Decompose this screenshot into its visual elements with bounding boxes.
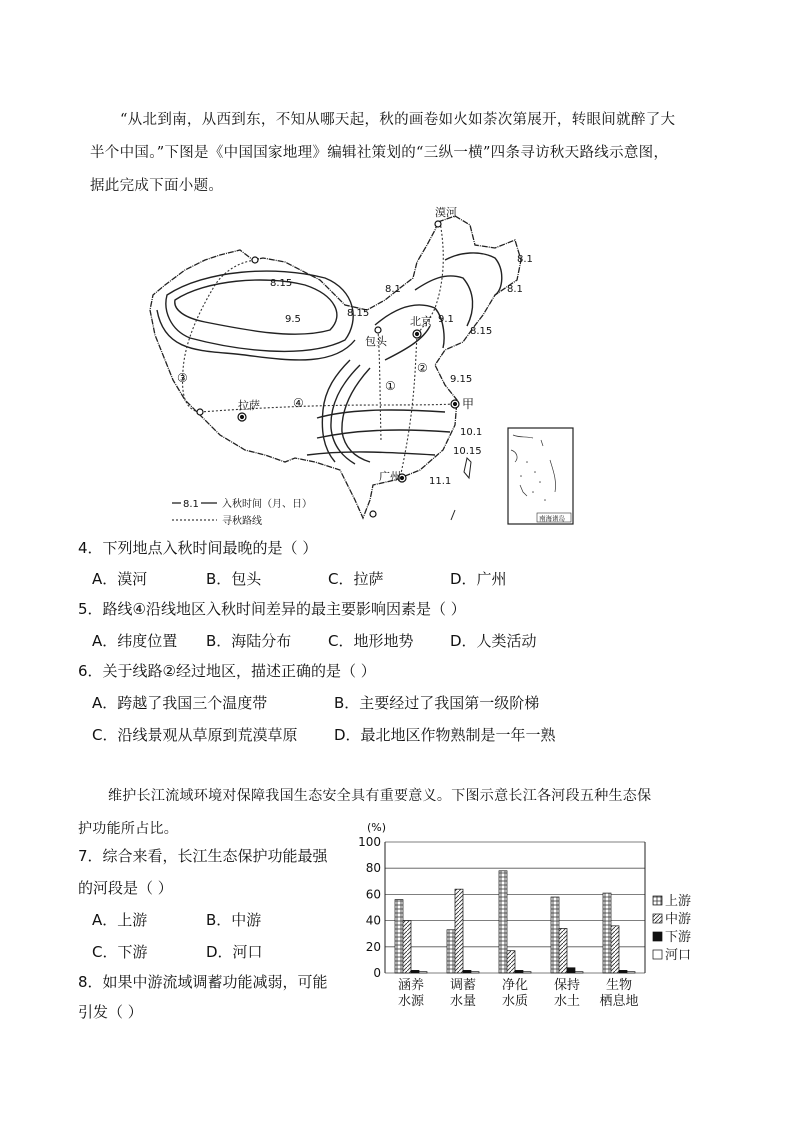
bar-河口 <box>575 972 583 973</box>
bar-河口 <box>523 972 531 973</box>
y-axis-unit: (%) <box>367 821 387 834</box>
bar-下游 <box>515 970 523 973</box>
isoline-date: 9.15 <box>450 374 473 385</box>
south-china-sea-inset <box>508 428 573 524</box>
y-tick-label: 80 <box>365 861 381 876</box>
bar-中游 <box>455 889 463 973</box>
q6-stem: 6．关于线路②经过地区，描述正确的是（ ） <box>78 662 376 680</box>
category-label-line2: 水质 <box>501 994 529 1009</box>
category-label-line2: 水量 <box>449 994 477 1009</box>
bar-下游 <box>411 970 419 973</box>
category-label-line1: 调蓄 <box>449 978 477 993</box>
q5-option-a[interactable]: A．纬度位置 <box>92 632 178 650</box>
isoline-date: 8.1 <box>507 284 523 295</box>
isoline-date: 8.1 <box>385 284 401 295</box>
yangtze-eco-function-chart <box>355 815 715 1015</box>
route-label-2: ② <box>417 361 428 375</box>
y-tick-label: 40 <box>365 913 381 928</box>
label-lasa: 拉萨 <box>238 399 260 412</box>
y-tick-label: 0 <box>373 966 381 980</box>
label-baotou: 包头 <box>365 335 387 348</box>
bar-河口 <box>627 972 635 973</box>
q7-option-a[interactable]: A．上游 <box>92 911 148 929</box>
bar-上游 <box>551 897 559 973</box>
y-tick-label: 60 <box>365 887 381 902</box>
isolines <box>157 253 502 464</box>
q4-stem: 4．下列地点入秋时间最晚的是（ ） <box>78 539 318 557</box>
bar-上游 <box>603 893 611 973</box>
q7-stem-line1: 7．综合来看，长江生态保护功能最强 <box>78 847 328 865</box>
autumn-route-map <box>145 200 585 530</box>
route-label-3: ③ <box>177 371 188 385</box>
bar-上游 <box>395 900 403 973</box>
isoline-date: 10.15 <box>453 446 482 457</box>
q5-option-d[interactable]: D．人类活动 <box>450 632 537 650</box>
category-label-line1: 净化 <box>501 978 529 993</box>
bar-中游 <box>403 921 411 973</box>
label-jia: 甲 <box>462 397 475 411</box>
q7-option-c[interactable]: C．下游 <box>92 943 148 961</box>
intro1-line2: 半个中国。”下图是《中国国家地理》编辑社策划的“三纵一横”四条寻访秋天路线示意图， <box>90 145 669 161</box>
legend-swatch <box>653 914 662 923</box>
y-tick-label: 100 <box>358 835 381 849</box>
isoline-date: 9.1 <box>438 314 454 325</box>
search-routes <box>183 222 455 478</box>
legend-label: 上游 <box>665 894 692 909</box>
label-mohe: 漠河 <box>435 206 457 219</box>
legend-label: 河口 <box>665 948 692 963</box>
category-label-line1: 涵养 <box>397 978 425 993</box>
label-guangzhou: 广州 <box>379 470 401 483</box>
isoline-date: 8.15 <box>470 326 493 337</box>
isoline-date: 10.1 <box>460 427 483 438</box>
taiwan-outline <box>464 458 471 478</box>
bar-河口 <box>471 972 479 973</box>
route-label-1: ① <box>385 379 396 393</box>
legend-label: 下游 <box>665 930 692 945</box>
q6-option-b[interactable]: B．主要经过了我国第一级阶梯 <box>334 694 540 712</box>
legend-label: 中游 <box>665 912 692 927</box>
isoline-date: 8.15 <box>270 278 293 289</box>
q4-option-d[interactable]: D．广州 <box>450 570 507 588</box>
q4-option-b[interactable]: B．包头 <box>206 570 262 588</box>
intro1-line3: 据此完成下面小题。 <box>90 178 224 194</box>
bar-下游 <box>619 970 627 973</box>
legend-swatch <box>653 950 662 959</box>
legend-isoline-label: 入秋时间（月、日） <box>222 499 312 510</box>
category-label-line1: 生物 <box>605 978 633 993</box>
bar-河口 <box>419 972 427 973</box>
route-label-4: ④ <box>293 396 304 410</box>
bar-中游 <box>611 926 619 973</box>
bar-中游 <box>559 928 567 973</box>
y-tick-label: 20 <box>365 939 381 954</box>
category-label-line1: 保持 <box>553 978 581 993</box>
q6-option-a[interactable]: A．跨越了我国三个温度带 <box>92 694 268 712</box>
q4-option-c[interactable]: C．拉萨 <box>328 570 384 588</box>
legend-isoline-sample: 8.1 <box>183 499 199 510</box>
passage-intro-1 <box>90 104 730 203</box>
isoline-date: 8.1 <box>517 254 533 265</box>
legend-route-label: 寻秋路线 <box>222 516 262 527</box>
q8-stem-line1: 8．如果中游流域调蓄功能减弱，可能 <box>78 973 328 991</box>
q5-option-b[interactable]: B．海陆分布 <box>206 632 292 650</box>
bar-下游 <box>567 968 575 973</box>
bar-上游 <box>499 871 507 973</box>
q7-option-d[interactable]: D．河口 <box>206 943 263 961</box>
bar-上游 <box>447 930 455 973</box>
china-border <box>150 216 521 518</box>
intro1-line1: “从北到南，从西到东，不知从哪天起，秋的画卷如火如荼次第展开，转眼间就醉了大 <box>120 112 676 128</box>
category-label-line2: 水源 <box>397 994 425 1009</box>
category-label-line2: 水土 <box>553 994 581 1009</box>
legend-swatch <box>653 896 662 905</box>
q4-option-a[interactable]: A．漠河 <box>92 570 148 588</box>
isoline-date: 8.15 <box>347 308 370 319</box>
q5-option-c[interactable]: C．地形地势 <box>328 632 414 650</box>
q8-stem-line2: 引发（ ） <box>78 1003 143 1021</box>
isoline-date: 11.1 <box>429 476 452 487</box>
bar-中游 <box>507 951 515 973</box>
label-beijing: 北京 <box>410 315 432 328</box>
isoline-date: 9.5 <box>285 314 301 325</box>
q6-option-d[interactable]: D．最北地区作物熟制是一年一熟 <box>334 726 556 744</box>
q7-option-b[interactable]: B．中游 <box>206 911 262 929</box>
legend-swatch <box>653 932 662 941</box>
q6-option-c[interactable]: C．沿线景观从草原到荒漠草原 <box>92 726 298 744</box>
q5-stem: 5．路线④沿线地区入秋时间差异的最主要影响因素是（ ） <box>78 600 466 618</box>
inset-label: 南海诸岛 <box>539 514 565 523</box>
intro2-line2: 护功能所占比。 <box>78 821 179 837</box>
category-label-line2: 栖息地 <box>599 994 639 1009</box>
q7-stem-line2: 的河段是（ ） <box>78 879 173 897</box>
bar-下游 <box>463 970 471 973</box>
intro2-line1: 维护长江流域环境对保障我国生态安全具有重要意义。下图示意长江各河段五种生态保 <box>108 788 652 804</box>
